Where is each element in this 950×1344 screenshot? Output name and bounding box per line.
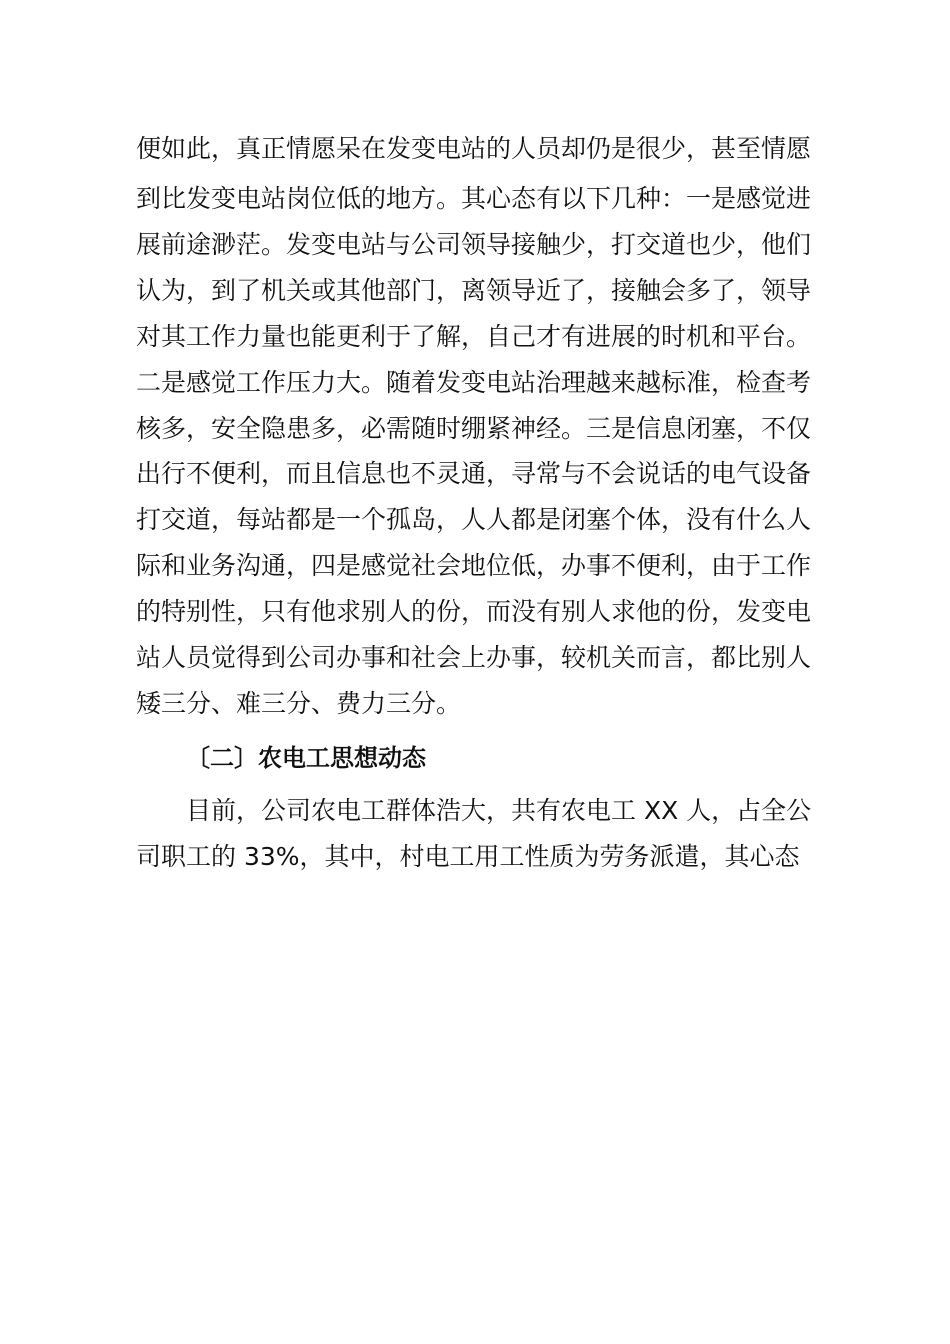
paragraph-line: 站人员觉得到公司办事和社会上办事，较机关而言，都比别人 bbox=[136, 643, 812, 672]
paragraph-line: 矮三分、难三分、费力三分。 bbox=[136, 689, 462, 718]
paragraph-line: 出行不便利，而且信息也不灵通，寻常与不会说话的电气设备 bbox=[136, 459, 812, 488]
paragraph-line: 认为，到了机关或其他部门，离领导近了，接触会多了，领导 bbox=[136, 276, 812, 305]
paragraph-line: 核多，安全隐患多，必需随时绷紧神经。三是信息闭塞，不仅 bbox=[136, 414, 812, 443]
section-heading: 〔二〕农电工思想动态 bbox=[186, 744, 426, 772]
paragraph-line: 打交道，每站都是一个孤岛，人人都是闭塞个体，没有什么人 bbox=[136, 505, 812, 534]
paragraph-line: 到比发变电站岗位低的地方。其心态有以下几种：一是感觉进 bbox=[136, 184, 812, 213]
paragraph-line: 对其工作力量也能更利于了解，自己才有进展的时机和平台。 bbox=[136, 322, 812, 351]
paragraph-line: 际和业务沟通，四是感觉社会地位低，办事不便利，由于工作 bbox=[136, 551, 812, 580]
paragraph-line: 目前，公司农电工群体浩大，共有农电工 XX 人，占全公 bbox=[186, 796, 812, 825]
paragraph-line: 二是感觉工作压力大。随着发变电站治理越来越标准，检查考 bbox=[136, 368, 812, 397]
paragraph-line: 展前途渺茫。发变电站与公司领导接触少，打交道也少，他们 bbox=[136, 230, 812, 259]
paragraph-line: 便如此，真正情愿呆在发变电站的人员却仍是很少，甚至情愿 bbox=[136, 134, 812, 163]
paragraph-line: 的特别性，只有他求别人的份，而没有别人求他的份，发变电 bbox=[136, 597, 812, 626]
paragraph-line: 司职工的 33%，其中，村电工用工性质为劳务派遣，其心态 bbox=[136, 842, 800, 871]
